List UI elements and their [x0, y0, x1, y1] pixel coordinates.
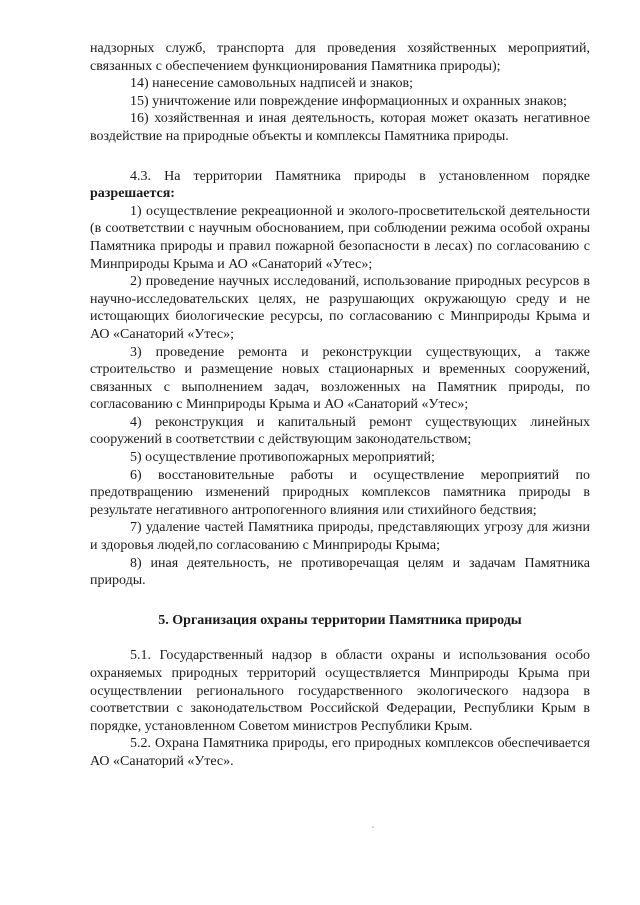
list-item-14: 14) нанесение самовольных надписей и знаков;	[130, 76, 414, 92]
spacer	[90, 590, 590, 612]
section-4-3-intro	[90, 168, 590, 203]
paragraph-5-1: 5.1. Государственный надзор в области охраны и использования особо охраняемых природных территорий осуществляется Минприроды Крыма при осуществлении регионального государственного экологического надзора в соответствии с законодательством Российской Федерации, Республики Крым в порядке, установленном Советом министров Республики Крым.	[90, 648, 590, 734]
section-5-heading: 5. Организация охраны территории Памятника природы	[158, 612, 522, 628]
list-item-15: 15) уничтожение или повреждение информационных и охранных знаков;	[130, 93, 567, 109]
permitted-item-3: 3) проведение ремонта и реконструкции существующих, а также строительство и размещение новых стационарных и временных сооружений, связанных с выполнением задач, возложенных на Памятник природы, по согласованию с Минприроды Крыма и АО «Санаторий «Утес»;	[90, 344, 590, 413]
section-4-3-intro-bold: разрешается:	[90, 186, 175, 202]
list-item-13-continuation: надзорных служб, транспорта для проведения хозяйственных мероприятий, связанных с обеспечением функционирования Памятника природы);	[90, 41, 590, 74]
paragraph-5-2: 5.2. Охрана Памятника природы, его природных комплексов обеспечивается АО «Санаторий «Утес».	[90, 736, 590, 769]
document-body	[90, 40, 590, 771]
section-4-3-intro-text: 4.3. На территории Памятника природы в установленном порядке	[130, 168, 590, 184]
permitted-item-1: 1) осуществление рекреационной и эколого-просветительской деятельности (в соответствии с научным обоснованием, при соблюдении режима особой охраны Памятника природы и правил пожарной безопасности в лесах) по согласованию с Минприроды Крыма и АО «Санаторий «Утес»;	[90, 203, 590, 272]
permitted-item-5: 5) осуществление противопожарных мероприятий;	[130, 450, 435, 466]
permitted-item-6: 6) восстановительные работы и осуществление мероприятий по предотвращению изменений природных комплексов памятника природы в результате негативного антропогенного влияния или стихийного бедствия;	[90, 467, 590, 518]
list-item-16: 16) хозяйственная и иная деятельность, которая может оказать негативное воздействие на природные объекты и комплексы Памятника природы.	[90, 111, 590, 144]
scan-speck	[372, 826, 374, 828]
permitted-item-4: 4) реконструкция и капитальный ремонт существующих линейных сооружений в соответствии с действующим законодательством;	[90, 414, 590, 448]
spacer	[90, 146, 590, 168]
permitted-item-7: 7) удаление частей Памятника природы, представляющих угрозу для жизни и здоровья людей,по согласованию с Минприроды Крыма;	[90, 520, 590, 554]
spacer	[90, 629, 590, 647]
permitted-item-2: 2) проведение научных исследований, использование природных ресурсов в научно-исследовательских целях, не разрушающих окружающую среду и не истощающих биологические ресурсы, по согласованию с Минприроды Крыма и АО «Санаторий «Утес»;	[90, 274, 590, 342]
permitted-item-8: 8) иная деятельность, не противоречащая целям и задачам Памятника природы.	[90, 555, 590, 589]
